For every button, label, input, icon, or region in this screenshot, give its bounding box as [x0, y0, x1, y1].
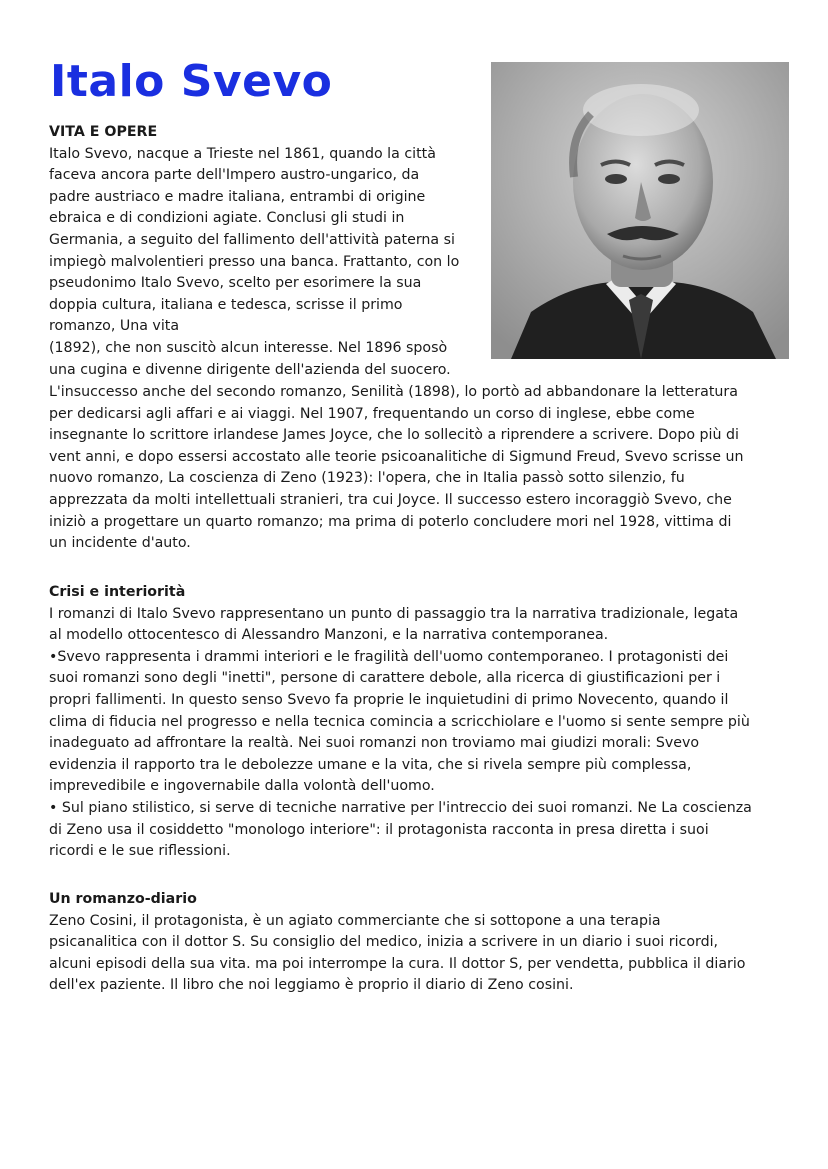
text-line: Italo Svevo, nacque a Trieste nel 1861, quando la città	[49, 145, 436, 162]
text-line: un incidente d'auto.	[49, 535, 191, 552]
intro-block	[49, 122, 479, 381]
text-line: per dedicarsi agli affari e ai viaggi. Nel 1907, frequentando un corso di inglese, ebbe come	[49, 405, 695, 422]
text-line: faceva ancora parte dell'Impero austro-ungarico, da	[49, 167, 420, 184]
text-line: • Sul piano stilistico, si serve di tecniche narrative per l'intreccio dei suoi romanzi. Ne La coscienza	[49, 799, 752, 816]
text-line: una cugina e divenne dirigente dell'azienda del suocero.	[49, 361, 451, 378]
text-line: padre austriaco e madre italiana, entrambi di origine	[49, 188, 426, 205]
page-title: Italo Svevo	[50, 56, 333, 107]
text-line: propri fallimenti. In questo senso Svevo fa proprie le inquietudini di primo Novecento, quando il	[49, 691, 729, 708]
text-line: alcuni episodi della sua vita. ma poi interrompe la cura. Il dottor S, per vendetta, pubblica il diario	[49, 955, 746, 972]
text-line: imprevedibile e ingovernabile dalla volontà dell'uomo.	[49, 778, 435, 795]
text-line: L'insuccesso anche del secondo romanzo, Senilità (1898), lo portò ad abbandonare la letteratura	[49, 384, 738, 400]
text-line: Zeno Cosini, il protagonista, è un agiato commerciante che si sottopone a una terapia	[49, 912, 661, 929]
text-line: ricordi e le sue riflessioni.	[49, 843, 231, 860]
section-heading: Crisi e interiorità	[49, 584, 186, 600]
portrait-illustration	[491, 62, 789, 359]
text-line: suoi romanzi sono degli "inetti", persone di carattere debole, alla ricerca di giustificazioni per i	[49, 670, 721, 687]
text-line: (1892), che non suscitò alcun interesse. Nel 1896 sposò	[49, 339, 448, 356]
text-line: psicanalitica con il dottor S. Su consiglio del medico, inizia a scrivere in un diario i suoi ricordi,	[49, 934, 719, 951]
text-line: clima di fiducia nel progresso e nella tecnica comincia a scricchiolare e l'uomo si sente sempre più	[49, 713, 750, 730]
text-line: I romanzi di Italo Svevo rappresentano un punto di passaggio tra la narrativa tradizionale, legata	[49, 605, 739, 622]
text-line: inadeguato ad affrontare la realtà. Nei suoi romanzi non troviamo mai giudizi morali: Svevo	[49, 735, 700, 752]
section-heading: VITA E OPERE	[49, 124, 158, 140]
section-vita-e-opere-continued	[49, 382, 789, 555]
text-line: al modello ottocentesco di Alessandro Manzoni, e la narrativa contemporanea.	[49, 627, 609, 644]
text-line: •Svevo rappresenta i drammi interiori e le fragilità dell'uomo contemporaneo. I protagonisti dei	[49, 648, 729, 665]
text-line: vent anni, e dopo essersi accostato alle teorie psicoanalitiche di Sigmund Freud, Svevo scrisse un	[49, 448, 744, 465]
portrait-photo	[491, 62, 789, 359]
text-line: ebraica e di condizioni agiate. Conclusi gli studi in	[49, 210, 405, 227]
text-line: pseudonimo Italo Svevo, scelto per esorimere la sua	[49, 275, 422, 292]
text-line: evidenzia il rapporto tra le debolezze umane e la vita, che si rivela sempre più complessa,	[49, 756, 692, 773]
text-line: apprezzata da molti intellettuali stranieri, tra cui Joyce. Il successo estero incoraggiò Svevo, che	[49, 491, 732, 508]
text-line: doppia cultura, italiana e tedesca, scrisse il primo	[49, 296, 403, 313]
section-romanzo-diario	[49, 889, 789, 997]
text-line: nuovo romanzo, La coscienza di Zeno (1923): l'opera, che in Italia passò sotto silenzio, fu	[49, 470, 685, 487]
text-line: di Zeno usa il cosiddetto "monologo interiore": il protagonista racconta in presa diretta i suoi	[49, 821, 709, 838]
text-line: iniziò a progettare un quarto romanzo; ma prima di poterlo concludere mori nel 1928, vittima di	[49, 513, 732, 530]
section-crisi-e-interiorita	[49, 582, 789, 863]
text-line: impiegò malvolentieri presso una banca. Frattanto, con lo	[49, 253, 460, 270]
text-line: Germania, a seguito del fallimento dell'attività paterna si	[49, 231, 455, 248]
text-line: romanzo, Una vita	[49, 318, 180, 335]
text-line: insegnante lo scrittore irlandese James Joyce, che lo sollecitò a riprendere a scrivere. Dopo più di	[49, 427, 739, 444]
text-line: dell'ex paziente. Il libro che noi leggiamo è proprio il diario di Zeno cosini.	[49, 977, 574, 994]
section-heading: Un romanzo-diario	[49, 891, 197, 907]
